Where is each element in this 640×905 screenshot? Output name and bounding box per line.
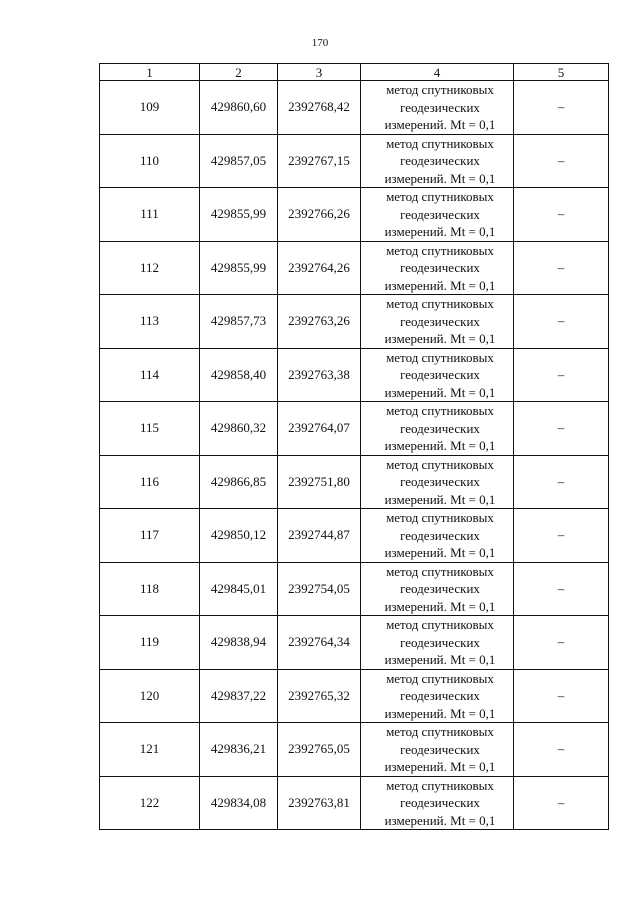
method-cell [361, 723, 514, 777]
method-line: геодезических [400, 206, 480, 222]
method-line: геодезических [400, 99, 480, 115]
y-coordinate-cell: 2392766,26 [278, 188, 361, 242]
header-col-2: 2 [200, 64, 278, 81]
y-coordinate-cell: 2392744,87 [278, 509, 361, 563]
table-body [100, 81, 609, 830]
point-number-cell: 115 [100, 402, 200, 456]
y-coordinate-cell: 2392764,26 [278, 241, 361, 295]
point-number-cell: 120 [100, 669, 200, 723]
method-line: геодезических [400, 581, 480, 596]
method-line: метод спутниковых [386, 242, 494, 258]
method-line: метод спутниковых [386, 82, 494, 97]
table-row [100, 402, 609, 456]
table-row [100, 241, 609, 295]
method-line: измерений. Mt = 0,1 [384, 438, 496, 453]
method-line: геодезических [400, 688, 480, 703]
y-coordinate-cell: 2392768,42 [278, 81, 361, 135]
point-number-cell: 109 [100, 81, 200, 135]
note-cell: – [514, 723, 609, 777]
table-row [100, 188, 609, 242]
coordinates-table [99, 63, 609, 830]
note-cell: – [514, 348, 609, 402]
table-row [100, 295, 609, 349]
x-coordinate-cell: 429850,12 [200, 509, 278, 563]
header-col-1: 1 [100, 64, 200, 81]
table-row [100, 616, 609, 670]
y-coordinate-cell: 2392764,34 [278, 616, 361, 670]
point-number-cell: 113 [100, 295, 200, 349]
method-line: метод спутниковых [386, 670, 494, 686]
method-cell [361, 295, 514, 349]
header-col-4: 4 [361, 64, 514, 81]
method-cell [361, 188, 514, 242]
method-line: измерений. Mt = 0,1 [384, 331, 496, 346]
note-cell: – [514, 509, 609, 563]
x-coordinate-cell: 429860,32 [200, 402, 278, 456]
method-line: измерений. Mt = 0,1 [384, 491, 496, 507]
method-cell [361, 776, 514, 830]
x-coordinate-cell: 429836,21 [200, 723, 278, 777]
method-line: измерений. Mt = 0,1 [384, 705, 496, 721]
method-cell [361, 669, 514, 723]
note-cell: – [514, 402, 609, 456]
y-coordinate-cell: 2392763,38 [278, 348, 361, 402]
method-line: измерений. Mt = 0,1 [384, 812, 496, 828]
method-line: метод спутниковых [386, 456, 494, 472]
method-line: измерений. Mt = 0,1 [384, 277, 496, 293]
method-line: измерений. Mt = 0,1 [384, 545, 496, 560]
y-coordinate-cell: 2392763,81 [278, 776, 361, 830]
x-coordinate-cell: 429866,85 [200, 455, 278, 509]
method-cell [361, 509, 514, 563]
x-coordinate-cell: 429838,94 [200, 616, 278, 670]
y-coordinate-cell: 2392765,32 [278, 669, 361, 723]
method-cell [361, 455, 514, 509]
x-coordinate-cell: 429857,05 [200, 134, 278, 188]
table-header-row [100, 64, 609, 81]
method-line: измерений. Mt = 0,1 [384, 224, 496, 239]
method-line: измерений. Mt = 0,1 [384, 117, 496, 132]
table-row [100, 776, 609, 830]
method-line: геодезических [400, 153, 480, 168]
method-cell [361, 81, 514, 135]
y-coordinate-cell: 2392751,80 [278, 455, 361, 509]
point-number-cell: 112 [100, 241, 200, 295]
note-cell: – [514, 616, 609, 670]
note-cell: – [514, 455, 609, 509]
method-line: метод спутниковых [386, 135, 494, 151]
note-cell: – [514, 562, 609, 616]
table-row [100, 669, 609, 723]
point-number-cell: 114 [100, 348, 200, 402]
page-number: 170 [311, 37, 329, 49]
method-line: метод спутниковых [386, 724, 494, 739]
y-coordinate-cell: 2392754,05 [278, 562, 361, 616]
x-coordinate-cell: 429857,73 [200, 295, 278, 349]
method-line: геодезических [400, 367, 480, 382]
point-number-cell: 121 [100, 723, 200, 777]
point-number-cell: 116 [100, 455, 200, 509]
x-coordinate-cell: 429858,40 [200, 348, 278, 402]
method-cell [361, 348, 514, 402]
table-row [100, 562, 609, 616]
method-line: метод спутниковых [386, 403, 494, 418]
method-line: метод спутниковых [386, 189, 494, 204]
method-line: геодезических [400, 474, 480, 489]
y-coordinate-cell: 2392763,26 [278, 295, 361, 349]
table-row [100, 723, 609, 777]
note-cell: – [514, 81, 609, 135]
x-coordinate-cell: 429834,08 [200, 776, 278, 830]
note-cell: – [514, 188, 609, 242]
point-number-cell: 117 [100, 509, 200, 563]
note-cell: – [514, 134, 609, 188]
table-row [100, 455, 609, 509]
method-line: геодезических [400, 260, 480, 275]
method-line: измерений. Mt = 0,1 [384, 652, 496, 667]
table-row [100, 81, 609, 135]
method-line: метод спутниковых [386, 296, 494, 311]
point-number-cell: 118 [100, 562, 200, 616]
header-col-3: 3 [278, 64, 361, 81]
method-line: геодезических [400, 634, 480, 650]
method-line: геодезических [400, 527, 480, 543]
note-cell: – [514, 241, 609, 295]
method-line: измерений. Mt = 0,1 [384, 170, 496, 186]
method-line: измерений. Mt = 0,1 [384, 759, 496, 774]
x-coordinate-cell: 429855,99 [200, 188, 278, 242]
y-coordinate-cell: 2392765,05 [278, 723, 361, 777]
x-coordinate-cell: 429837,22 [200, 669, 278, 723]
method-line: геодезических [400, 420, 480, 436]
method-line: геодезических [400, 313, 480, 329]
method-line: измерений. Mt = 0,1 [384, 384, 496, 400]
method-cell [361, 562, 514, 616]
method-line: метод спутниковых [386, 349, 494, 365]
note-cell: – [514, 669, 609, 723]
note-cell: – [514, 295, 609, 349]
x-coordinate-cell: 429855,99 [200, 241, 278, 295]
method-line: геодезических [400, 795, 480, 810]
header-col-5: 5 [514, 64, 609, 81]
y-coordinate-cell: 2392764,07 [278, 402, 361, 456]
method-cell [361, 402, 514, 456]
point-number-cell: 119 [100, 616, 200, 670]
note-cell: – [514, 776, 609, 830]
method-cell [361, 616, 514, 670]
method-line: метод спутниковых [386, 617, 494, 632]
point-number-cell: 111 [100, 188, 200, 242]
x-coordinate-cell: 429845,01 [200, 562, 278, 616]
method-line: измерений. Mt = 0,1 [384, 598, 496, 614]
point-number-cell: 122 [100, 776, 200, 830]
table-row [100, 348, 609, 402]
table-row [100, 509, 609, 563]
table-row [100, 134, 609, 188]
x-coordinate-cell: 429860,60 [200, 81, 278, 135]
point-number-cell: 110 [100, 134, 200, 188]
method-line: метод спутниковых [386, 777, 494, 793]
method-line: геодезических [400, 741, 480, 757]
method-line: метод спутниковых [386, 510, 494, 525]
method-cell [361, 241, 514, 295]
method-line: метод спутниковых [386, 563, 494, 579]
method-cell [361, 134, 514, 188]
y-coordinate-cell: 2392767,15 [278, 134, 361, 188]
